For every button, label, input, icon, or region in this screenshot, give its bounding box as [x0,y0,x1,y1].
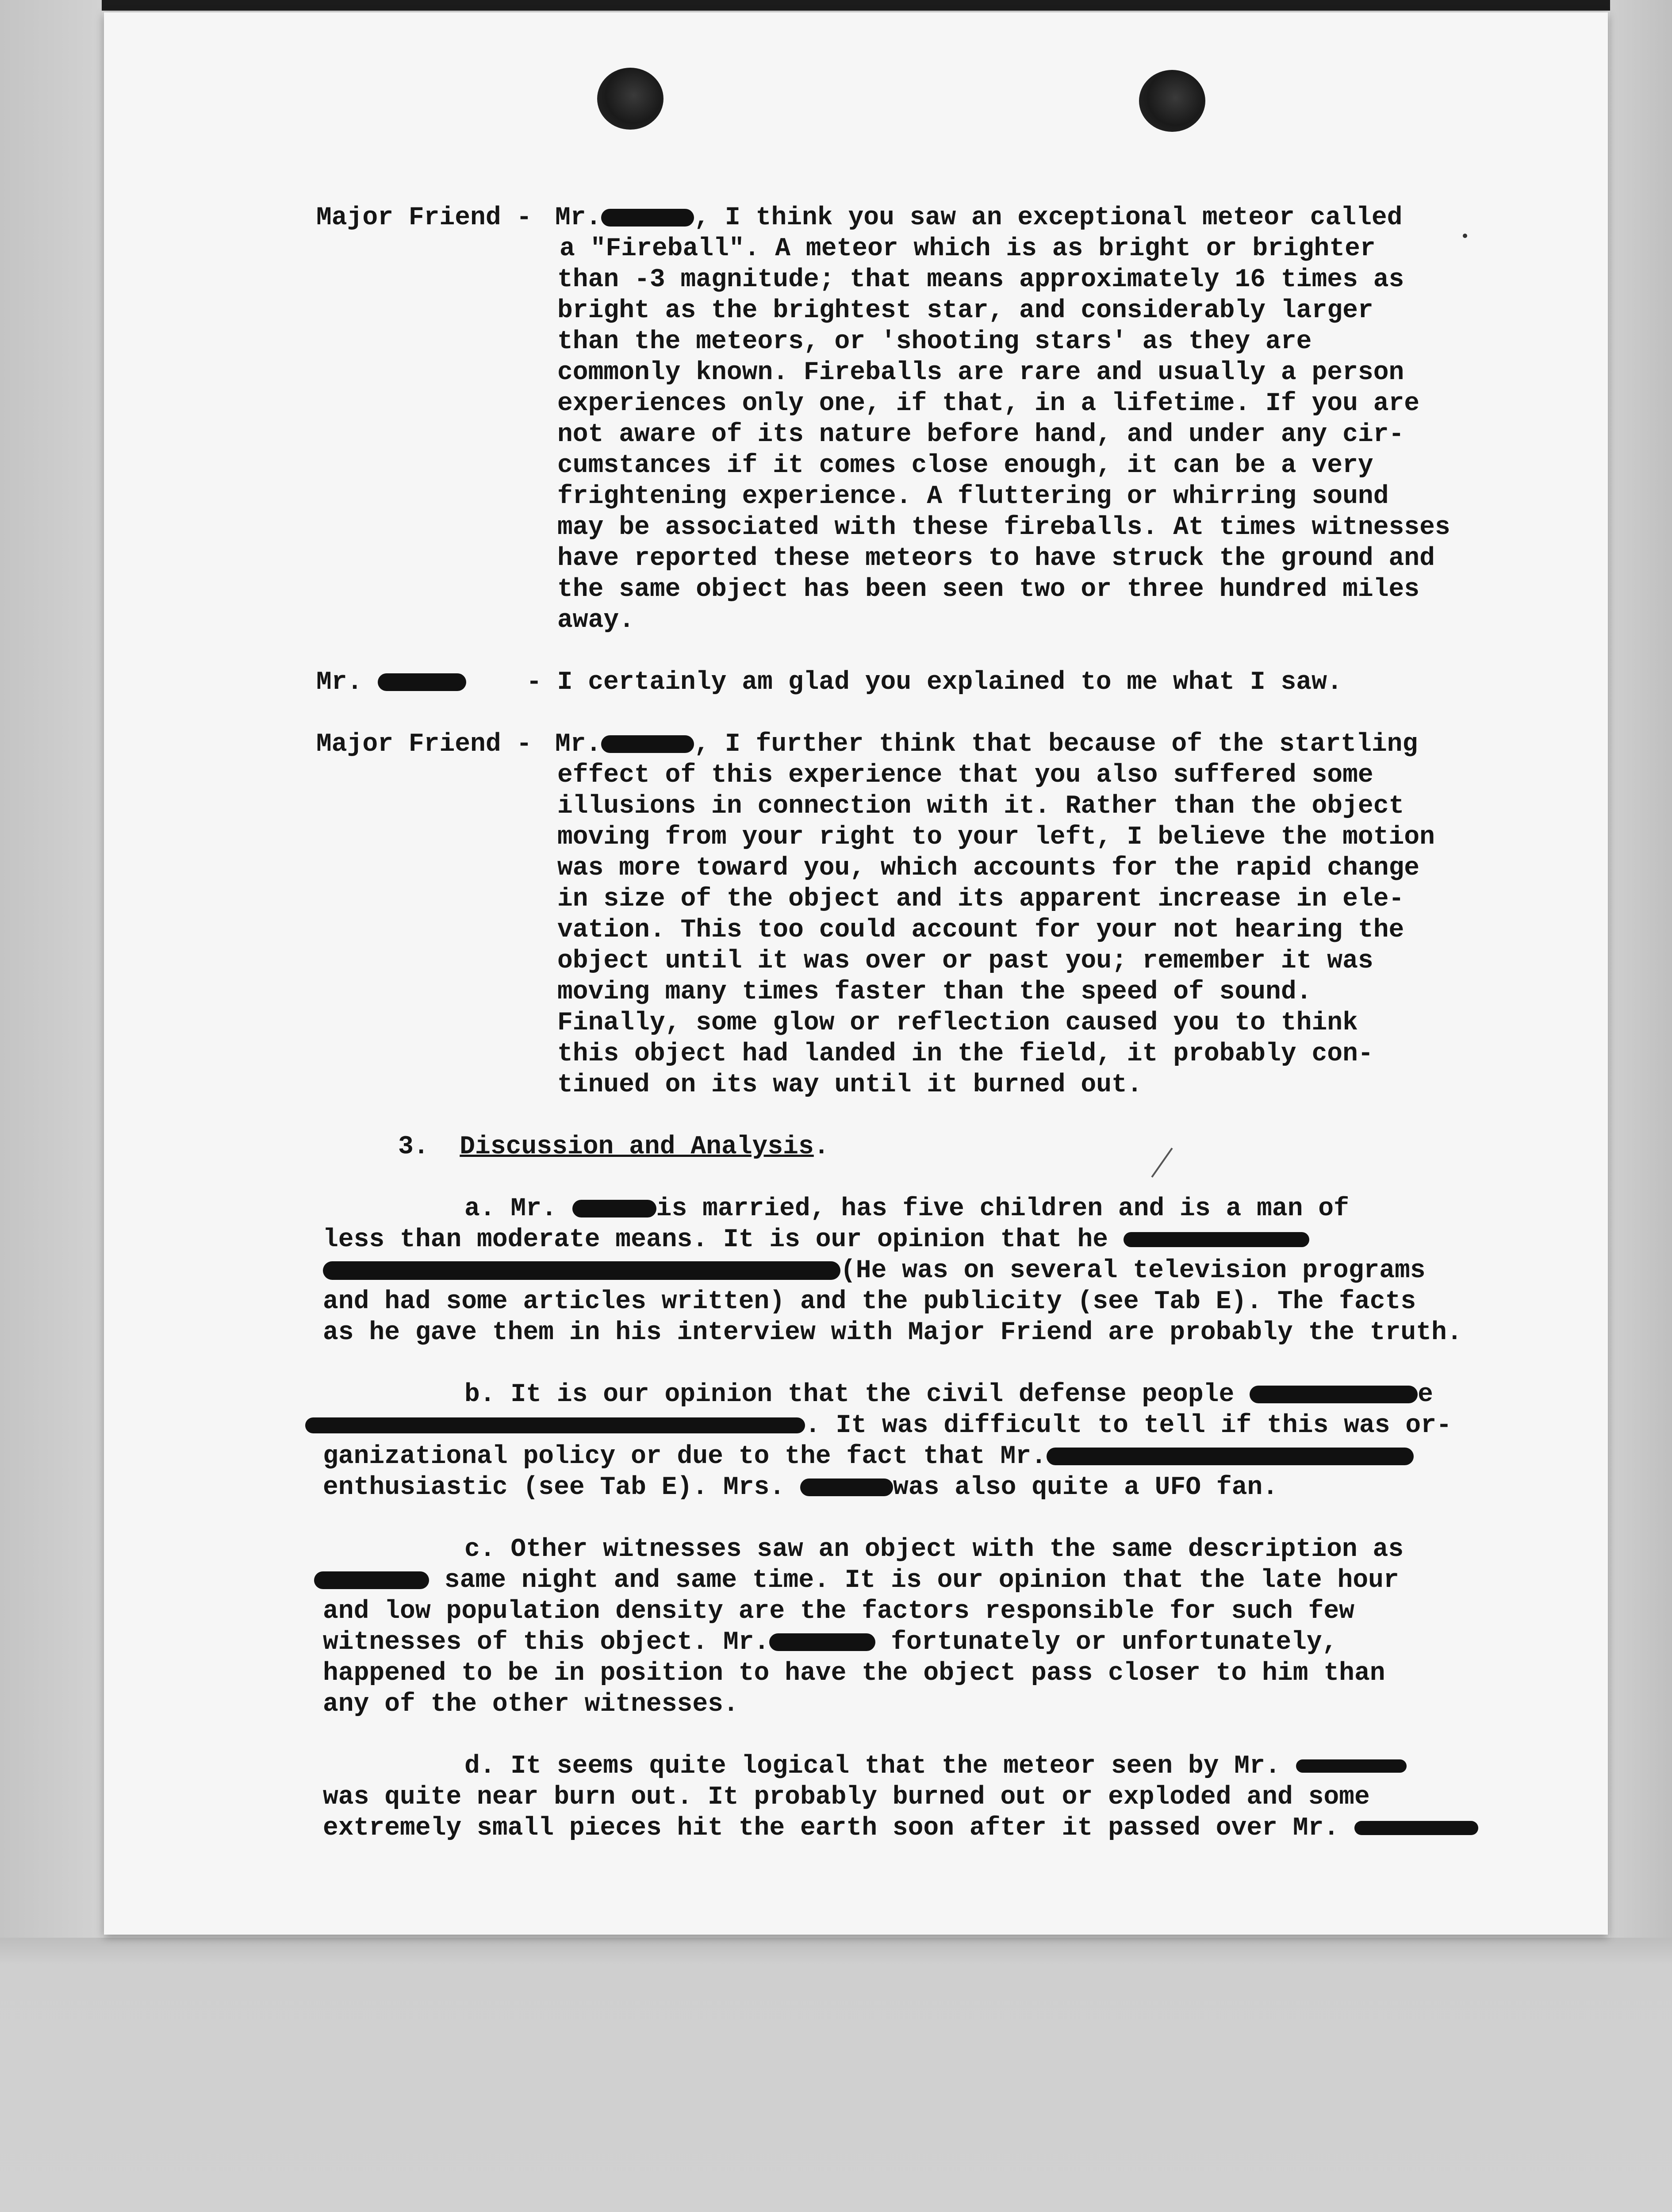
stray-mark [1463,234,1467,238]
speaker-label-major-friend: Major Friend - [316,204,532,232]
dialogue-line: bright as the brightest star, and considerably larger [557,296,1373,325]
paragraph-a-line [464,1194,1349,1225]
section-title: Discussion and Analysis [460,1133,814,1161]
dialogue-line: tinued on its way until it burned out. [557,1071,1143,1099]
redaction-bar [1296,1759,1407,1773]
redaction-bar [601,735,694,753]
dialogue-line: commonly known. Fireballs are rare and usually a person [557,358,1404,387]
paragraph-text: d. It seems quite logical that the meteor seen by Mr. [464,1752,1281,1781]
redaction-bar [800,1479,893,1496]
redaction-bar [572,1200,656,1217]
dialogue-line: effect of this experience that you also suffered some [557,761,1373,790]
film-top-edge [0,0,1672,11]
pencil-mark [1151,1148,1173,1178]
dialogue-line: have reported these meteors to have struck the ground and [557,544,1435,573]
paragraph-text: less than moderate means. It is our opinion that he [323,1225,1108,1254]
paragraph-b-line [323,1472,1278,1503]
dialogue-line: a "Fireball". A meteor which is as bright or brighter [560,234,1376,263]
redaction-bar [1250,1386,1418,1403]
right-margin-shadow [1610,0,1672,2212]
paragraph-text: is married, has five children and is a man of [656,1194,1349,1223]
section-heading [398,1132,829,1163]
left-margin-shadow [0,0,102,2212]
paragraph-text: (He was on several television programs [840,1256,1426,1285]
paragraph-text: e [1418,1380,1433,1409]
paragraph-text: a. Mr. [464,1194,557,1223]
paragraph-a-line [323,1225,1309,1256]
redaction-bar [601,209,694,227]
redaction-bar [1354,1821,1478,1835]
punch-hole-right [1139,70,1205,132]
paragraph-a-line [323,1256,1426,1286]
dialogue-text: Mr. [555,204,602,232]
dialogue-line: - I certainly am glad you explained to me what I saw. [526,668,1342,697]
redaction-bar [314,1571,429,1589]
paragraph-text: extremely small pieces hit the earth soon after it passed over Mr. [323,1814,1339,1843]
section-title-suffix: . [813,1133,829,1161]
paragraph-b-line [323,1441,1414,1472]
dialogue-text: , I further think that because of the startling [694,730,1418,759]
paragraph-c-line: and low population density are the factors responsible for such few [323,1597,1354,1626]
dialogue-line: was more toward you, which accounts for the rapid change [557,854,1420,883]
dialogue-line: moving many times faster than the speed of sound. [557,978,1312,1006]
dialogue-line [555,203,1402,234]
dialogue-line: Finally, some glow or reflection caused you to think [557,1009,1358,1037]
redaction-bar [1124,1232,1309,1247]
paragraph-b-line [305,1410,1452,1441]
paragraph-text: ganizational policy or due to the fact that Mr. [323,1442,1047,1471]
dialogue-line [555,729,1418,760]
dialogue-line: in size of the object and its apparent increase in ele- [557,885,1404,914]
paragraph-text: b. It is our opinion that the civil defense people [464,1380,1235,1409]
paragraph-text: same night and same time. It is our opinion that the late hour [429,1566,1399,1595]
background-below-page [0,1938,1672,2212]
redaction-bar [769,1633,875,1651]
paragraph-text: enthusiastic (see Tab E). Mrs. [323,1473,785,1502]
dialogue-line: cumstances if it comes close enough, it can be a very [557,451,1373,480]
paragraph-c-line: happened to be in position to have the object pass closer to him than [323,1659,1385,1688]
paragraph-b-line [464,1379,1433,1410]
dialogue-line: this object had landed in the field, it probably con- [557,1040,1373,1068]
paragraph-c-line: any of the other witnesses. [323,1690,739,1719]
dialogue-line: than -3 magnitude; that means approximately 16 times as [557,265,1404,294]
section-number: 3. [398,1133,429,1161]
dialogue-line: moving from your right to your left, I believe the motion [557,823,1435,852]
dialogue-line: may be associated with these fireballs. At times witnesses [557,513,1450,542]
document-page [104,12,1608,1935]
dialogue-line: experiences only one, if that, in a lifetime. If you are [557,389,1420,418]
paragraph-a-line: and had some articles written) and the publicity (see Tab E). The facts [323,1287,1416,1316]
paragraph-text: witnesses of this object. Mr. [323,1628,770,1657]
punch-hole-left [597,68,663,130]
dialogue-line: than the meteors, or 'shooting stars' as they are [557,327,1312,356]
redaction-bar [305,1417,805,1433]
paragraph-d-line [323,1813,1478,1844]
paragraph-text: fortunately or unfortunately, [875,1628,1338,1657]
redaction-bar [323,1261,840,1280]
paragraph-d-line [464,1751,1407,1782]
dialogue-line: object until it was over or past you; remember it was [557,947,1373,975]
speaker-text: Mr. [316,668,363,697]
speaker-label-major-friend: Major Friend - [316,730,532,759]
dialogue-line: not aware of its nature before hand, and under any cir- [557,420,1404,449]
dialogue-line: vation. This too could account for your not hearing the [557,916,1404,945]
paragraph-text: was also quite a UFO fan. [893,1473,1278,1502]
dialogue-text: Mr. [555,730,602,759]
dialogue-line: away. [557,606,635,635]
paragraph-c-line [323,1627,1338,1658]
redaction-bar [378,673,466,691]
paragraph-text: . It was difficult to tell if this was or- [805,1411,1452,1440]
dialogue-text: , I think you saw an exceptional meteor called [694,204,1403,232]
dialogue-line: the same object has been seen two or three hundred miles [557,575,1420,604]
dialogue-line: frightening experience. A fluttering or whirring sound [557,482,1389,511]
paragraph-c-line: c. Other witnesses saw an object with the same description as [464,1535,1404,1564]
redaction-bar [1047,1448,1414,1465]
paragraph-a-line: as he gave them in his interview with Major Friend are probably the truth. [323,1318,1462,1347]
paragraph-d-line: was quite near burn out. It probably burned out or exploded and some [323,1783,1370,1812]
paragraph-c-line [314,1565,1399,1596]
speaker-label-mr [316,667,466,698]
dialogue-line: illusions in connection with it. Rather than the object [557,792,1404,821]
